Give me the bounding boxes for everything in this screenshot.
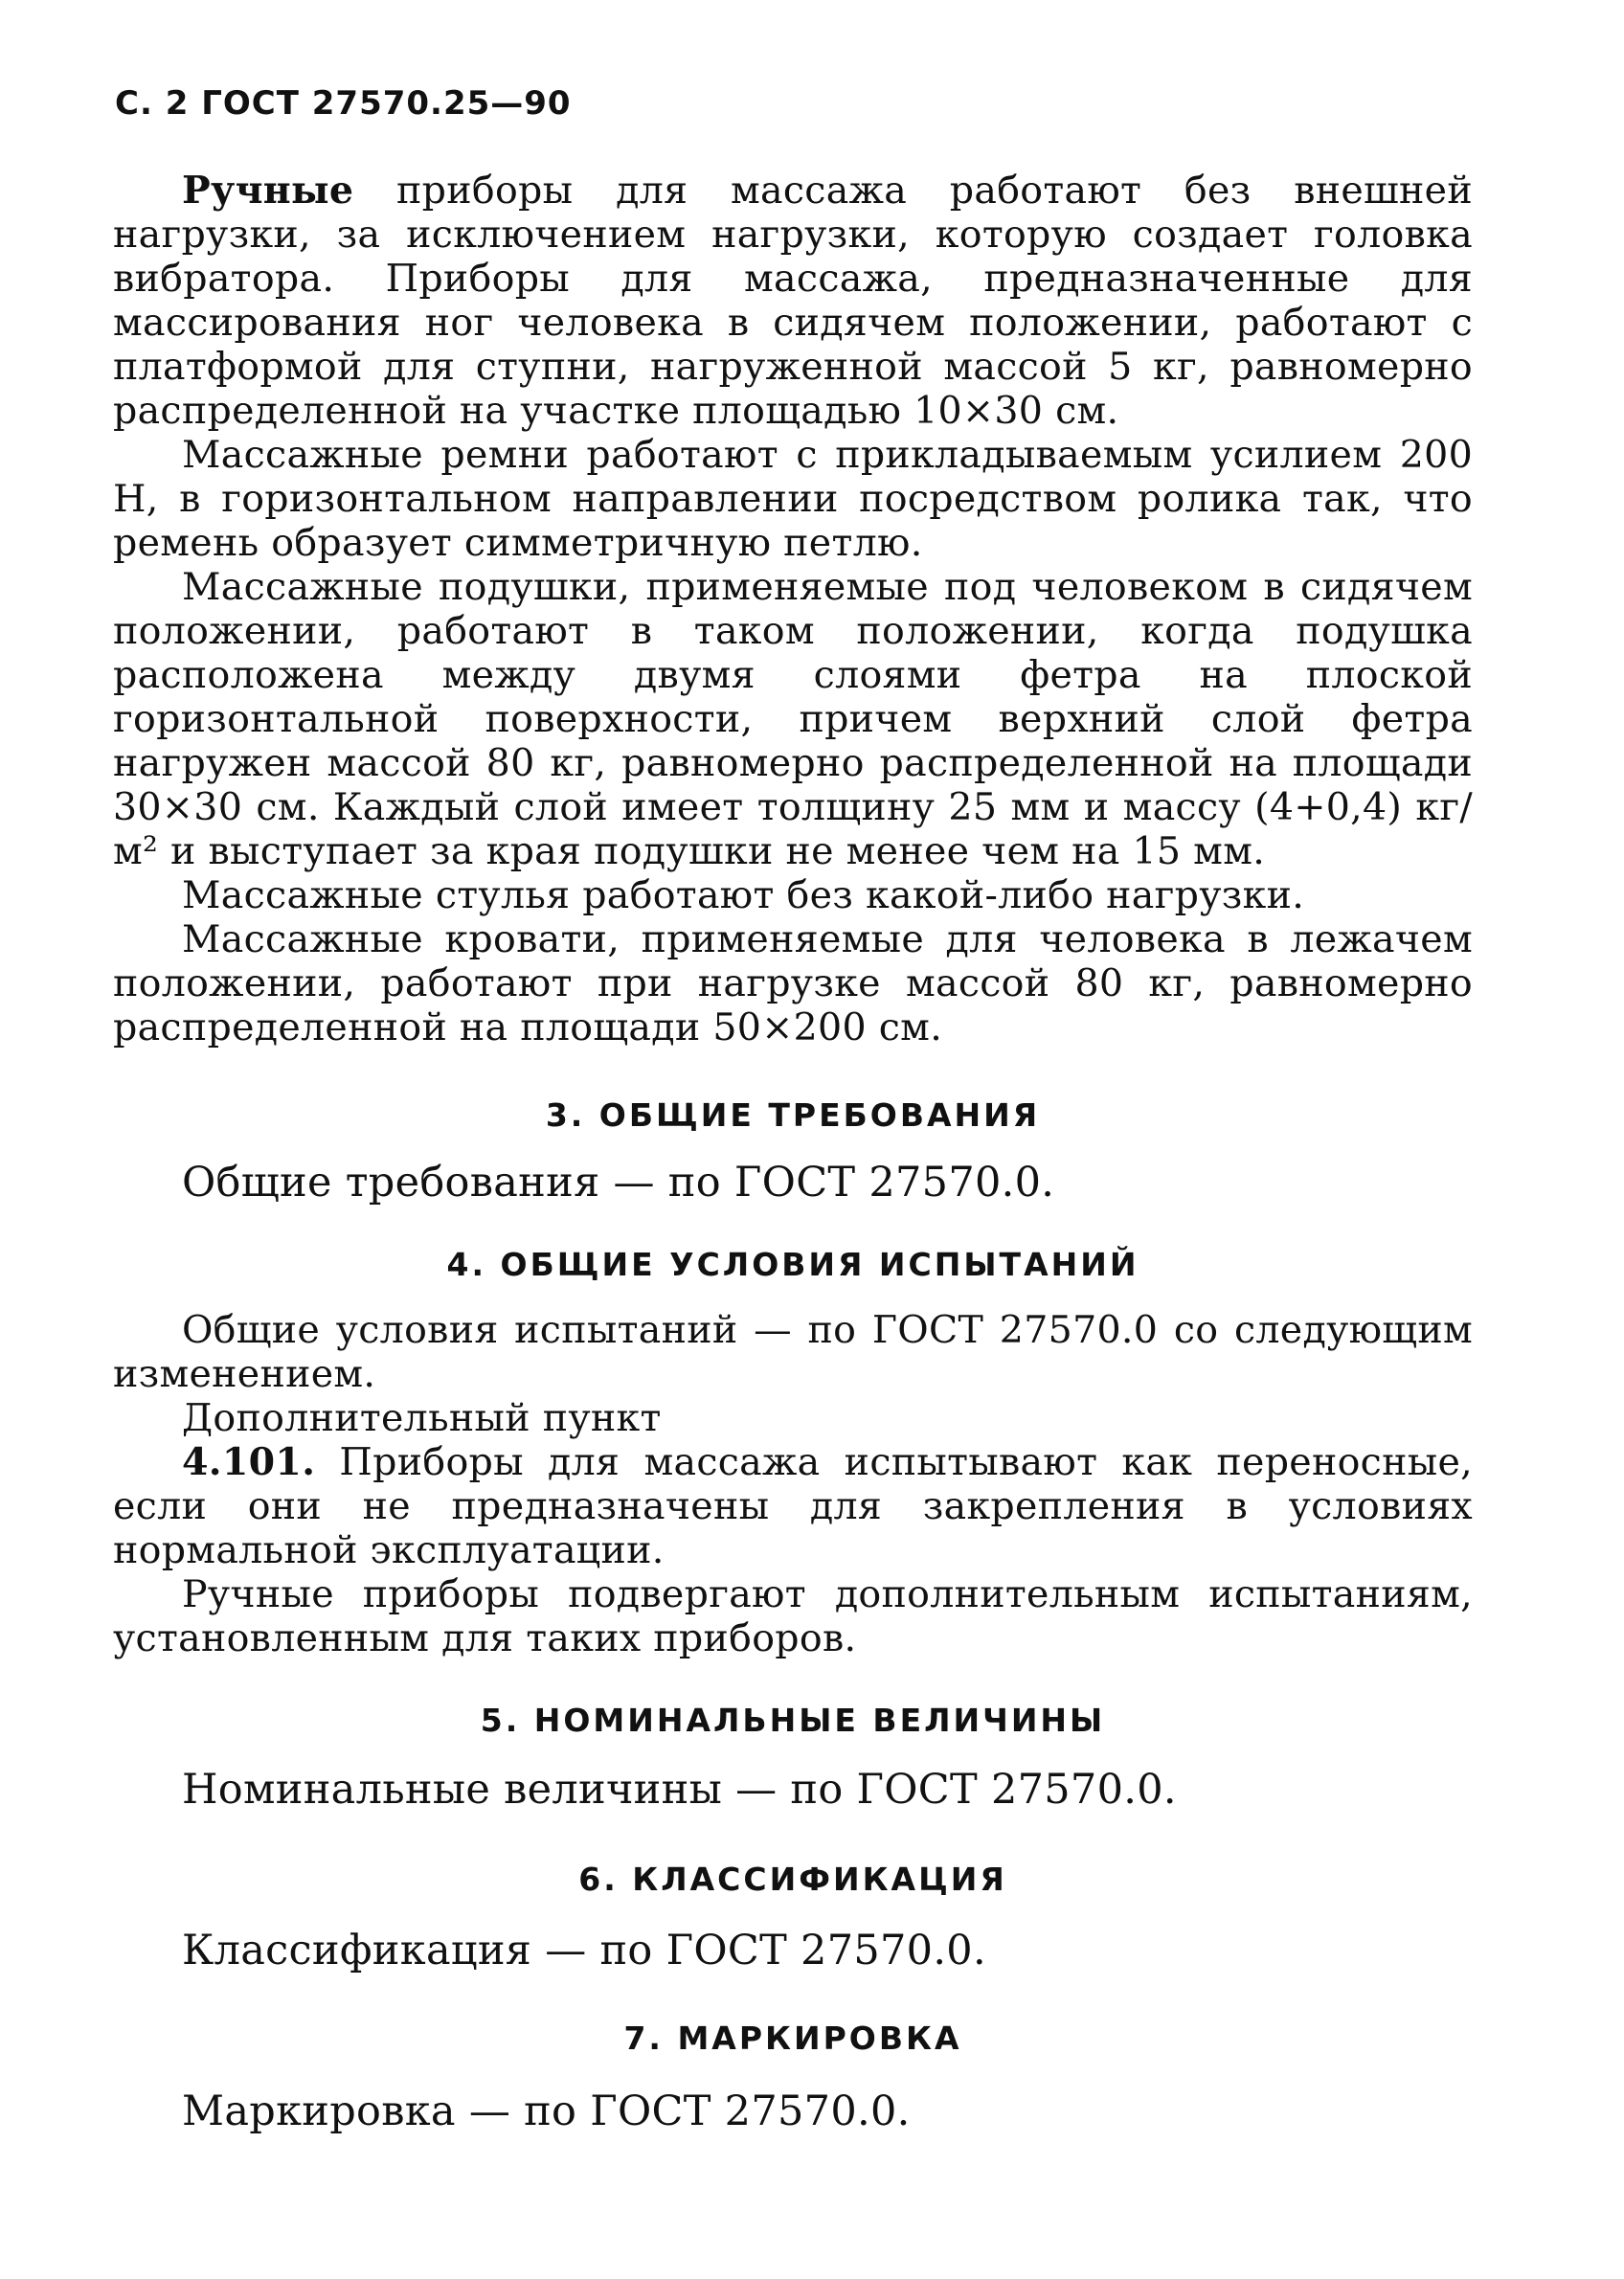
section-5-text: Номинальные величины — по ГОСТ 27570.0.	[182, 1766, 1177, 1814]
section-3-heading: 3. ОБЩИЕ ТРЕБОВАНИЯ	[545, 1096, 1041, 1134]
section-5-heading: 5. НОМИНАЛЬНЫЕ ВЕЛИЧИНЫ	[480, 1702, 1106, 1739]
intro-paragraph-1	[113, 169, 1473, 433]
intro-paragraph-2: Массажные ремни работают с прикладываемым усилием 200 Н, в горизонтальном направлении посредством ролика так, что ремень образует симметричную петлю.	[113, 433, 1473, 565]
section-4-paragraph-3	[113, 1440, 1473, 1572]
section-4-paragraph-4: Ручные приборы подвергают дополнительным испытаниям, установленным для таких приборов.	[113, 1572, 1473, 1660]
intro-paragraph-5: Массажные кровати, применяемые для человека в лежачем положении, работают при нагрузке массой 80 кг, равномерно распределенной на площади 50×200 см.	[113, 917, 1473, 1049]
intro-paragraph-4: Массажные стулья работают без какой-либо нагрузки.	[182, 873, 1305, 917]
section-4-heading: 4. ОБЩИЕ УСЛОВИЯ ИСПЫТАНИЙ	[446, 1246, 1139, 1283]
section-4-paragraph-1: Общие условия испытаний — по ГОСТ 27570.0 со следующим изменением.	[113, 1308, 1473, 1396]
intro-paragraph-1-bold: Ручные	[182, 169, 354, 213]
section-7-heading: 7. МАРКИРОВКА	[623, 2020, 962, 2057]
intro-paragraph-3: Массажные подушки, применяемые под человеком в сидячем положении, работают в таком положении, когда подушка расположена между двумя слоями фетра на плоской горизонтальной поверхности, причем верхний слой фетра нагружен массой 80 кг, равномерно распределенной на площади 30×30 см. Каждый слой имеет толщину 25 мм и массу (4+0,4) кг/м² и выступает за края подушки не менее чем на 15 мм.	[113, 565, 1473, 873]
page-content	[113, 169, 1473, 2135]
section-3-text: Общие требования — по ГОСТ 27570.0.	[182, 1159, 1055, 1207]
section-6-text: Классификация — по ГОСТ 27570.0.	[182, 1927, 986, 1974]
section-7-text: Маркировка — по ГОСТ 27570.0.	[182, 2087, 911, 2135]
section-4-paragraph-3-text: Приборы для массажа испытывают как переносные, если они не предназначены для закрепления в условиях нормальной эксплуатации.	[113, 1440, 1473, 1572]
intro-paragraph-1-text: приборы для массажа работают без внешней нагрузки, за исключением нагрузки, которую создает головка вибратора. Приборы для массажа, предназначенные для массирования ног человека в сидячем положении, работают с платформой для ступни, нагруженной массой 5 кг, равномерно распределенной на участке площадью 10×30 см.	[113, 169, 1473, 433]
page-header: С. 2 ГОСТ 27570.25—90	[115, 84, 572, 123]
clause-number: 4.101.	[182, 1440, 316, 1484]
section-4-paragraph-2: Дополнительный пункт	[182, 1396, 662, 1440]
section-6-heading: 6. КЛАССИФИКАЦИЯ	[578, 1861, 1007, 1898]
